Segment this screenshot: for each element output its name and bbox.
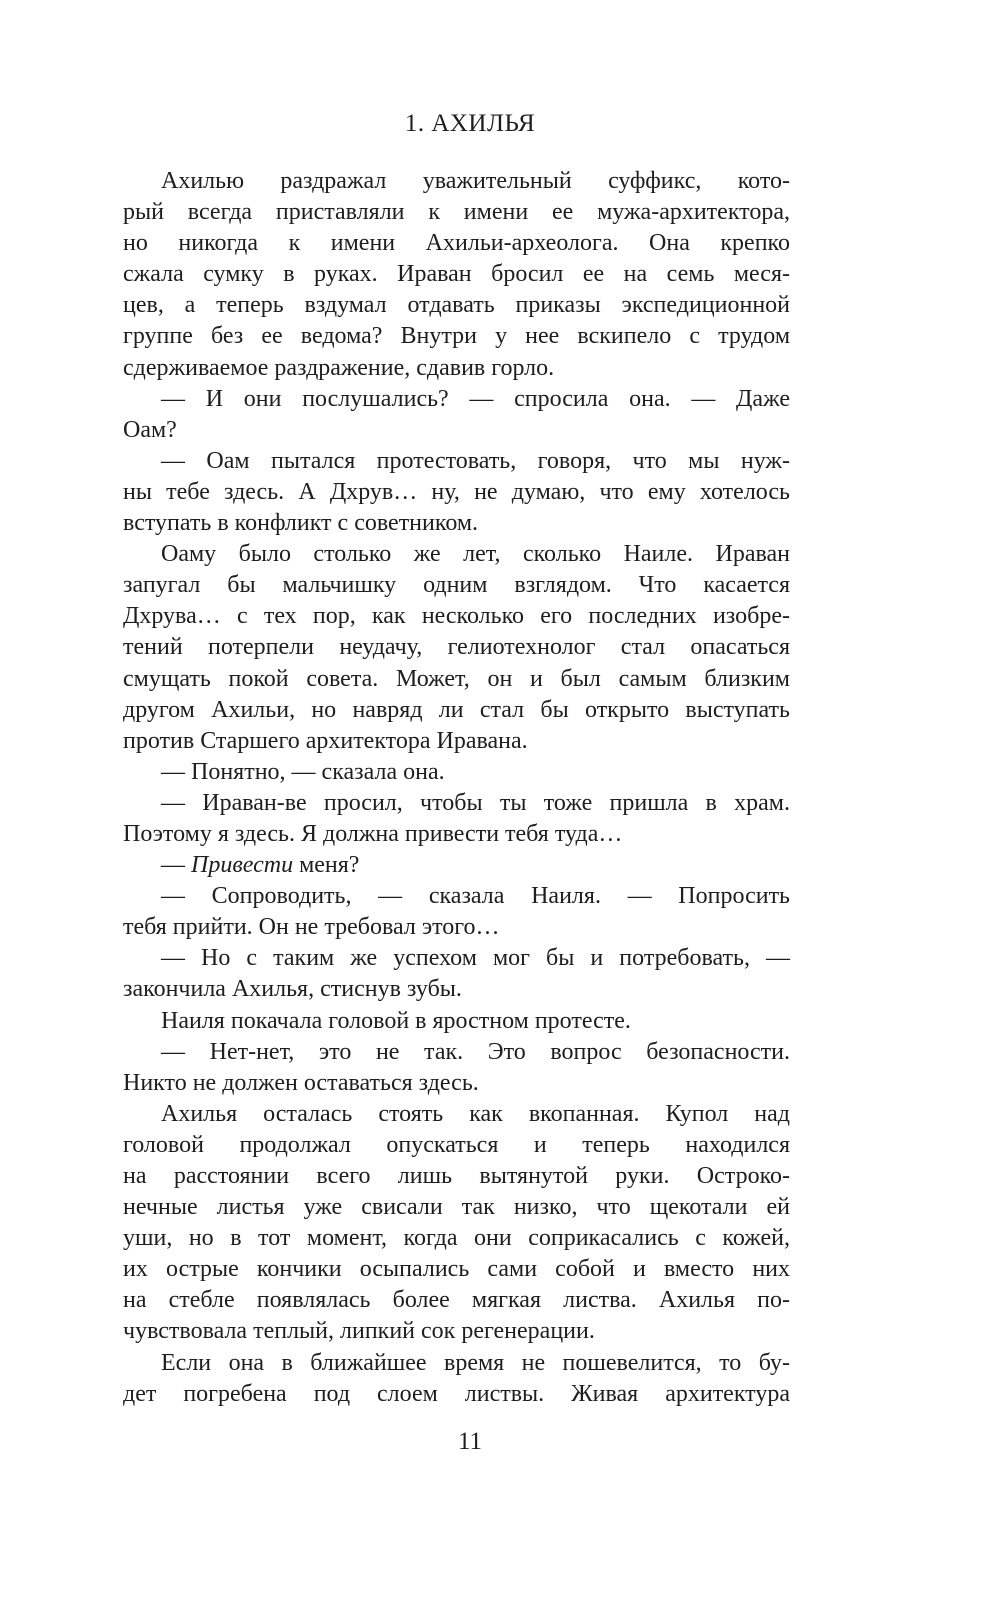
text-line: цев, а теперь вздумал отдавать приказы экспедиционной	[123, 292, 790, 319]
text-line: сжала сумку в руках. Ираван бросил ее на семь меся-	[123, 261, 790, 288]
text-line: — И они послушались? — спросила она. — Даже	[161, 385, 790, 412]
text-line: Ахилью раздражал уважительный суффикс, кото-	[161, 168, 790, 194]
text-line: — Ираван-ве просил, чтобы ты тоже пришла в храм.	[161, 789, 790, 816]
text-line: — Привести меня?	[161, 852, 360, 879]
text-line: рый всегда приставляли к имени ее мужа-архитектора,	[123, 199, 790, 226]
text-line: нечные листья уже свисали так низко, что щекотали ей	[123, 1194, 790, 1221]
text-line: Поэтому я здесь. Я должна привести тебя туда…	[123, 820, 623, 847]
text-line: вступать в конфликт с советником.	[123, 510, 479, 537]
text-line: уши, но в тот момент, когда они соприкасались с кожей,	[123, 1225, 790, 1252]
text-line: Наиля покачала головой в яростном протесте.	[161, 1007, 631, 1034]
text-line: закончила Ахилья, стиснув зубы.	[123, 976, 462, 1003]
text-line: запугал бы мальчишку одним взглядом. Что касается	[123, 572, 790, 599]
text-line: дет погребена под слоем листвы. Живая архитектура	[123, 1380, 790, 1407]
text-line: головой продолжал опускаться и теперь находился	[123, 1131, 790, 1158]
page-number: 11	[457, 1428, 483, 1455]
text-line: — Нет-нет, это не так. Это вопрос безопасности.	[161, 1038, 790, 1065]
text-line: на расстоянии всего лишь вытянутой руки. Остроко-	[123, 1163, 790, 1189]
text-line: сдерживаемое раздражение, сдавив горло.	[123, 354, 555, 381]
text-line: их острые кончики осыпались сами собой и вместо них	[123, 1256, 790, 1283]
text-line: Ахилья осталась стоять как вкопанная. Купол над	[161, 1100, 790, 1127]
text-line: Дхрува… с тех пор, как несколько его последних изобре-	[123, 603, 790, 630]
text-line: чувствовала теплый, липкий сок регенерации.	[123, 1318, 595, 1345]
text-line: — Понятно, — сказала она.	[161, 758, 445, 785]
text-line: против Старшего архитектора Иравана.	[123, 727, 528, 754]
text-line: ны тебе здесь. А Дхрув… ну, не думаю, что ему хотелось	[123, 478, 790, 505]
text-line: — Сопроводить, — сказала Наиля. — Попросить	[161, 883, 790, 910]
text-line: Если она в ближайшее время не пошевелится, то бу-	[161, 1349, 790, 1376]
text-line: группе без ее ведома? Внутри у нее вскипело с трудом	[123, 323, 790, 350]
chapter-title: 1. АХИЛЬЯ	[404, 110, 536, 137]
text-line: — Но с таким же успехом мог бы и потребовать, —	[161, 945, 790, 972]
body-text	[123, 166, 790, 1410]
text-line: но никогда к имени Ахильи-археолога. Она крепко	[123, 230, 790, 257]
text-line: Оам?	[123, 416, 177, 443]
text-line: другом Ахильи, но навряд ли стал бы открыто выступать	[123, 696, 790, 723]
text-line: — Оам пытался протестовать, говоря, что мы нуж-	[161, 447, 790, 474]
text-line: Оаму было столько же лет, сколько Наиле. Ираван	[161, 541, 790, 568]
text-line: тений потерпели неудачу, гелиотехнолог стал опасаться	[123, 634, 790, 661]
text-line: тебя прийти. Он не требовал этого…	[123, 914, 500, 941]
text-line: Никто не должен оставаться здесь.	[123, 1069, 479, 1096]
text-line: смущать покой совета. Может, он и был самым близким	[123, 665, 790, 692]
text-line: на стебле появлялась более мягкая листва. Ахилья по-	[123, 1287, 790, 1314]
